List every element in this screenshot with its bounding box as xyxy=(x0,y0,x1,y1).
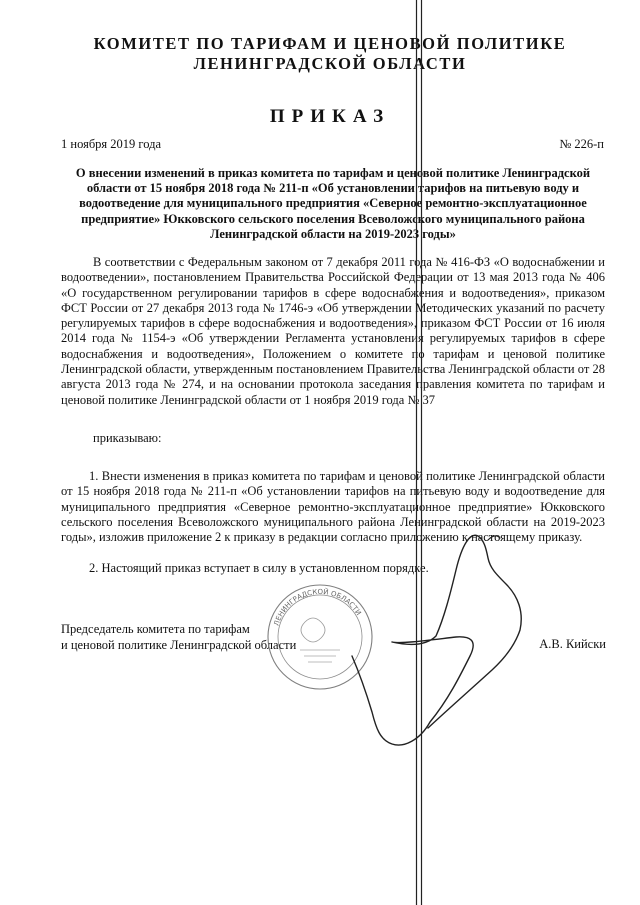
document-date: 1 ноября 2019 года xyxy=(61,137,162,151)
order-word: приказываю: xyxy=(93,431,162,445)
issuing-authority xyxy=(60,34,600,74)
org-line-2: ЛЕНИНГРАДСКОЙ ОБЛАСТИ xyxy=(193,54,467,73)
document-number: № 226-п xyxy=(559,137,604,151)
document-type: ПРИКАЗ xyxy=(269,106,391,127)
org-line-1: КОМИТЕТ ПО ТАРИФАМ И ЦЕНОВОЙ ПОЛИТИКЕ xyxy=(93,34,567,53)
seal-emblem xyxy=(301,618,325,642)
signatory-position-line-1: Председатель комитета по тарифам xyxy=(61,622,250,636)
document-subject: О внесении изменений в приказ комитета по тарифам и ценовой политике Ленинградской области от 15 ноября 2018 года № 211-п «Об установлении тарифов на питьевую воду и водоотведение для муниципального предприятия «Северное ремонтно-эксплуатационное предприятие» Юкковского сельского поселения Всеволожского муниципального района Ленинградской области на 2019-2023 годы» xyxy=(75,166,591,241)
signatory-position-line-2: и ценовой политике Ленинградской области xyxy=(61,638,297,652)
seal-lettering: ЛЕНИНГРАДСКОЙ ОБЛАСТИ xyxy=(272,588,363,627)
signatory-position xyxy=(61,621,296,653)
seal-emblem-lines xyxy=(300,650,340,662)
preamble-paragraph: В соответствии с Федеральным законом от 7 декабря 2011 года № 416-ФЗ «О водоснабжении и водоотведении», постановлением Правительства Российской Федерации от 13 мая 2013 года № 406 «О государственном регулировании тарифов в сфере водоснабжения и водоотведения», приказом ФСТ России от 27 декабря 2013 года № 1746-э «Об утверждении Методических указаний по расчету регулируемых тарифов в сфере водоснабжения и водоотведения», приказом ФСТ России от 16 июля 2014 года № 1154-э «Об утверждении Регламента установления регулируемых тарифов в сфере водоснабжения и водоотведения», Положением о комитете по тарифам и ценовой политике Ленинградской области, утвержденным постановлением Правительства Ленинградской области от 28 августа 2013 года № 274, и на основании протокола заседания правления комитета по тарифам и ценовой политике Ленинградской области от 1 ноября 2019 года № 37 xyxy=(61,255,605,407)
order-item-1: 1. Внести изменения в приказ комитета по тарифам и ценовой политике Ленинградской области от 15 ноября 2018 года № 211-п «Об установлении тарифов на питьевую воду и водоотведение для муниципального предприятия «Северное ремонтно-эксплуатационное предприятие» Юкковского сельского поселения Всеволожского муниципального района Ленинградской области на 2019-2023 годы», изложив приложение 2 к приказу в редакции согласно приложению к настоящему приказу. xyxy=(61,469,605,545)
order-item-2: 2. Настоящий приказ вступает в силу в установленном порядке. xyxy=(89,561,429,575)
signatory-name: А.В. Кийски xyxy=(539,637,606,651)
